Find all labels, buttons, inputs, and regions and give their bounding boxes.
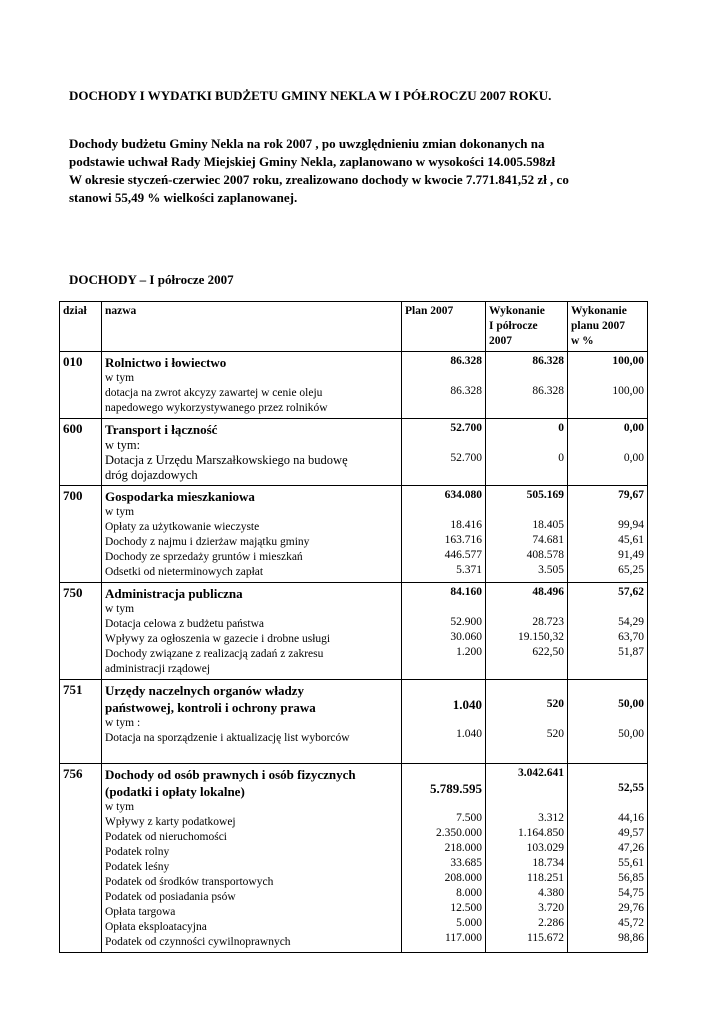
section-wyk: 86.328 bbox=[532, 355, 564, 367]
item-pct: 0,00 bbox=[623, 452, 644, 464]
pct-cell bbox=[568, 352, 648, 419]
item-wyk: 115.672 bbox=[527, 932, 564, 944]
header-wykonanie-line: 2007 bbox=[489, 335, 512, 347]
item-wyk: 4.380 bbox=[538, 887, 564, 899]
section-wyk: 520 bbox=[546, 698, 564, 710]
item-wyk: 3.720 bbox=[538, 902, 564, 914]
item-name: dotacja na zwrot akcyzy zawartej w cenie oleju bbox=[105, 387, 323, 399]
item-name-cont: dróg dojazdowych bbox=[105, 468, 198, 482]
item-pct: 98,86 bbox=[618, 932, 644, 944]
section-code: 700 bbox=[60, 486, 102, 583]
header-procent bbox=[568, 302, 648, 352]
header-wykonanie-line: I półrocze bbox=[489, 320, 538, 332]
pct-cell bbox=[568, 680, 648, 764]
header-procent-line: w % bbox=[571, 335, 594, 347]
item-pct: 45,61 bbox=[618, 534, 644, 546]
section-name-cont: państwowej, kontroli i ochrony prawa bbox=[105, 700, 316, 715]
item-pct: 51,87 bbox=[618, 646, 644, 658]
intro-line: podstawie uchwał Rady Miejskiej Gminy Nekla, zaplanowano w wysokości 14.005.598zł bbox=[69, 154, 556, 169]
item-plan: 5.000 bbox=[456, 917, 482, 929]
item-pct: 45,72 bbox=[618, 917, 644, 929]
item-plan: 5.371 bbox=[456, 564, 482, 576]
item-plan: 18.416 bbox=[450, 519, 482, 531]
intro-line: stanowi 55,49 % wielkości zaplanowanej. bbox=[69, 190, 298, 205]
section-plan: 634.080 bbox=[444, 489, 482, 501]
item-name: Wpływy za ogłoszenia w gazecie i drobne usługi bbox=[105, 633, 331, 645]
item-plan: 1.200 bbox=[456, 646, 482, 658]
item-name: Podatek od nieruchomości bbox=[105, 831, 228, 843]
section-wyk: 0 bbox=[558, 422, 564, 434]
item-plan: 52.700 bbox=[450, 452, 482, 464]
item-pct: 63,70 bbox=[618, 631, 644, 643]
section-code: 010 bbox=[60, 352, 102, 419]
section-code: 600 bbox=[60, 419, 102, 486]
plan-cell bbox=[402, 680, 486, 764]
item-pct: 44,16 bbox=[618, 812, 644, 824]
item-pct: 99,94 bbox=[618, 519, 644, 531]
item-pct: 54,75 bbox=[618, 887, 644, 899]
item-pct: 56,85 bbox=[618, 872, 644, 884]
section-description bbox=[102, 419, 402, 486]
section-description bbox=[102, 764, 402, 953]
section-wtym: w tym: bbox=[105, 438, 141, 452]
item-plan: 8.000 bbox=[456, 887, 482, 899]
section-description bbox=[102, 486, 402, 583]
item-plan: 208.000 bbox=[444, 872, 482, 884]
item-name: Dotacja celowa z budżetu państwa bbox=[105, 618, 265, 630]
header-wykonanie bbox=[486, 302, 568, 352]
wyk-cell bbox=[486, 680, 568, 764]
section-code: 750 bbox=[60, 583, 102, 680]
item-wyk: 86.328 bbox=[532, 385, 564, 397]
section-plan: 5.789.595 bbox=[430, 781, 482, 796]
wyk-cell bbox=[486, 764, 568, 953]
item-name: Opłata eksploatacyjna bbox=[105, 921, 207, 933]
table-row bbox=[60, 583, 648, 680]
item-name: Dotacja na sporządzenie i aktualizację list wyborców bbox=[105, 732, 350, 744]
item-pct: 47,26 bbox=[618, 842, 644, 854]
section-wyk: 3.042.641 bbox=[518, 767, 564, 779]
item-plan: 163.716 bbox=[444, 534, 482, 546]
item-wyk: 74.681 bbox=[532, 534, 564, 546]
intro-paragraph bbox=[69, 135, 669, 207]
item-plan: 117.000 bbox=[445, 932, 482, 944]
item-name: Podatek leśny bbox=[105, 861, 170, 873]
item-wyk: 408.578 bbox=[526, 549, 564, 561]
item-wyk: 3.505 bbox=[538, 564, 564, 576]
section-plan: 86.328 bbox=[450, 355, 482, 367]
section-subtitle: DOCHODY – I półrocze 2007 bbox=[69, 272, 234, 287]
item-name: Wpływy z karty podatkowej bbox=[105, 816, 236, 828]
section-name-cont: (podatki i opłaty lokalne) bbox=[105, 784, 245, 799]
item-plan: 52.900 bbox=[450, 616, 482, 628]
pct-cell bbox=[568, 419, 648, 486]
item-name: Podatek rolny bbox=[105, 846, 170, 858]
section-wtym: w tym bbox=[105, 801, 135, 813]
plan-cell bbox=[402, 486, 486, 583]
section-name: Urzędy naczelnych organów władzy bbox=[105, 683, 304, 698]
item-name: Podatek od czynności cywilnoprawnych bbox=[105, 936, 291, 948]
pct-cell bbox=[568, 764, 648, 953]
item-wyk: 2.286 bbox=[538, 917, 564, 929]
item-wyk: 622,50 bbox=[532, 646, 564, 658]
item-plan: 1.040 bbox=[456, 728, 482, 740]
section-plan: 84.160 bbox=[450, 586, 482, 598]
section-wtym: w tym bbox=[105, 506, 135, 518]
item-plan: 86.328 bbox=[450, 385, 482, 397]
table-row bbox=[60, 680, 648, 764]
item-wyk: 520 bbox=[546, 728, 564, 740]
item-wyk: 3.312 bbox=[538, 812, 564, 824]
item-wyk: 18.405 bbox=[532, 519, 564, 531]
section-pct: 50,00 bbox=[618, 698, 644, 710]
plan-cell bbox=[402, 764, 486, 953]
section-name: Transport i łączność bbox=[105, 422, 218, 437]
item-wyk: 28.723 bbox=[532, 616, 564, 628]
item-plan: 7.500 bbox=[456, 812, 482, 824]
table-row bbox=[60, 486, 648, 583]
item-wyk: 118.251 bbox=[527, 872, 564, 884]
item-name: Dotacja z Urzędu Marszałkowskiego na budowę bbox=[105, 453, 348, 467]
item-name-cont: napedowego wykorzystywanego przez rolników bbox=[105, 402, 328, 414]
section-pct: 79,67 bbox=[618, 489, 644, 501]
header-procent-line: Wykonanie bbox=[571, 305, 627, 317]
section-wyk: 48.496 bbox=[532, 586, 564, 598]
section-code: 751 bbox=[60, 680, 102, 764]
wyk-cell bbox=[486, 352, 568, 419]
intro-line: W okresie styczeń-czerwiec 2007 roku, zrealizowano dochody w kwocie 7.771.841,52 zł , co bbox=[69, 172, 569, 187]
section-pct: 57,62 bbox=[618, 586, 644, 598]
item-plan: 446.577 bbox=[444, 549, 482, 561]
section-wtym: w tym bbox=[105, 603, 135, 615]
income-table bbox=[59, 301, 648, 953]
wyk-cell bbox=[486, 419, 568, 486]
section-description bbox=[102, 680, 402, 764]
item-name: Podatek od posiadania psów bbox=[105, 891, 236, 903]
item-plan: 33.685 bbox=[450, 857, 482, 869]
item-wyk: 19.150,32 bbox=[518, 631, 564, 643]
table-row bbox=[60, 352, 648, 419]
pct-cell bbox=[568, 486, 648, 583]
item-name: Dochody z najmu i dzierżaw majątku gminy bbox=[105, 536, 310, 548]
item-pct: 100,00 bbox=[612, 385, 644, 397]
intro-line: Dochody budżetu Gminy Nekla na rok 2007 , po uwzględnieniu zmian dokonanych na bbox=[69, 136, 545, 151]
item-name: Opłaty za użytkowanie wieczyste bbox=[105, 521, 260, 533]
item-wyk: 103.029 bbox=[526, 842, 564, 854]
plan-cell bbox=[402, 583, 486, 680]
item-pct: 49,57 bbox=[618, 827, 644, 839]
header-procent-line: planu 2007 bbox=[571, 320, 626, 332]
table-row bbox=[60, 764, 648, 953]
item-name: Podatek od środków transportowych bbox=[105, 876, 274, 888]
section-description bbox=[102, 583, 402, 680]
item-plan: 218.000 bbox=[444, 842, 482, 854]
section-wyk: 505.169 bbox=[526, 489, 564, 501]
section-code: 756 bbox=[60, 764, 102, 953]
header-nazwa: nazwa bbox=[102, 302, 402, 352]
plan-cell bbox=[402, 352, 486, 419]
section-pct: 100,00 bbox=[612, 355, 644, 367]
section-name: Administracja publiczna bbox=[105, 586, 243, 601]
wyk-cell bbox=[486, 583, 568, 680]
document-title: DOCHODY I WYDATKI BUDŻETU GMINY NEKLA W I PÓŁROCZU 2007 ROKU. bbox=[69, 88, 552, 103]
item-name: Dochody ze sprzedaży gruntów i mieszkań bbox=[105, 551, 303, 563]
section-wtym: w tym : bbox=[105, 717, 141, 729]
item-plan: 2.350.000 bbox=[436, 827, 482, 839]
section-name: Dochody od osób prawnych i osób fizycznych bbox=[105, 767, 356, 782]
table-header-row bbox=[60, 302, 648, 352]
item-wyk: 18.734 bbox=[532, 857, 564, 869]
section-description bbox=[102, 352, 402, 419]
item-wyk: 1.164.850 bbox=[518, 827, 564, 839]
item-plan: 30.060 bbox=[450, 631, 482, 643]
item-pct: 54,29 bbox=[618, 616, 644, 628]
item-plan: 12.500 bbox=[450, 902, 482, 914]
item-name: Opłata targowa bbox=[105, 906, 176, 918]
item-pct: 65,25 bbox=[618, 564, 644, 576]
item-name: Odsetki od nieterminowych zapłat bbox=[105, 566, 264, 578]
section-pct: 52,55 bbox=[618, 782, 644, 794]
header-dzial: dział bbox=[60, 302, 102, 352]
table-row bbox=[60, 419, 648, 486]
section-wtym: w tym bbox=[105, 372, 135, 384]
section-name: Rolnictwo i łowiectwo bbox=[105, 355, 227, 370]
item-name-cont: administracji rządowej bbox=[105, 663, 211, 675]
section-pct: 0,00 bbox=[623, 422, 644, 434]
item-pct: 55,61 bbox=[618, 857, 644, 869]
wyk-cell bbox=[486, 486, 568, 583]
item-pct: 91,49 bbox=[618, 549, 644, 561]
header-wykonanie-line: Wykonanie bbox=[489, 305, 545, 317]
section-name: Gospodarka mieszkaniowa bbox=[105, 489, 255, 504]
item-pct: 50,00 bbox=[618, 728, 644, 740]
item-pct: 29,76 bbox=[618, 902, 644, 914]
section-plan: 52.700 bbox=[450, 422, 482, 434]
plan-cell bbox=[402, 419, 486, 486]
header-plan: Plan 2007 bbox=[402, 302, 486, 352]
item-name: Dochody związane z realizacją zadań z zakresu bbox=[105, 648, 324, 660]
section-plan: 1.040 bbox=[452, 697, 482, 712]
pct-cell bbox=[568, 583, 648, 680]
item-wyk: 0 bbox=[558, 452, 564, 464]
